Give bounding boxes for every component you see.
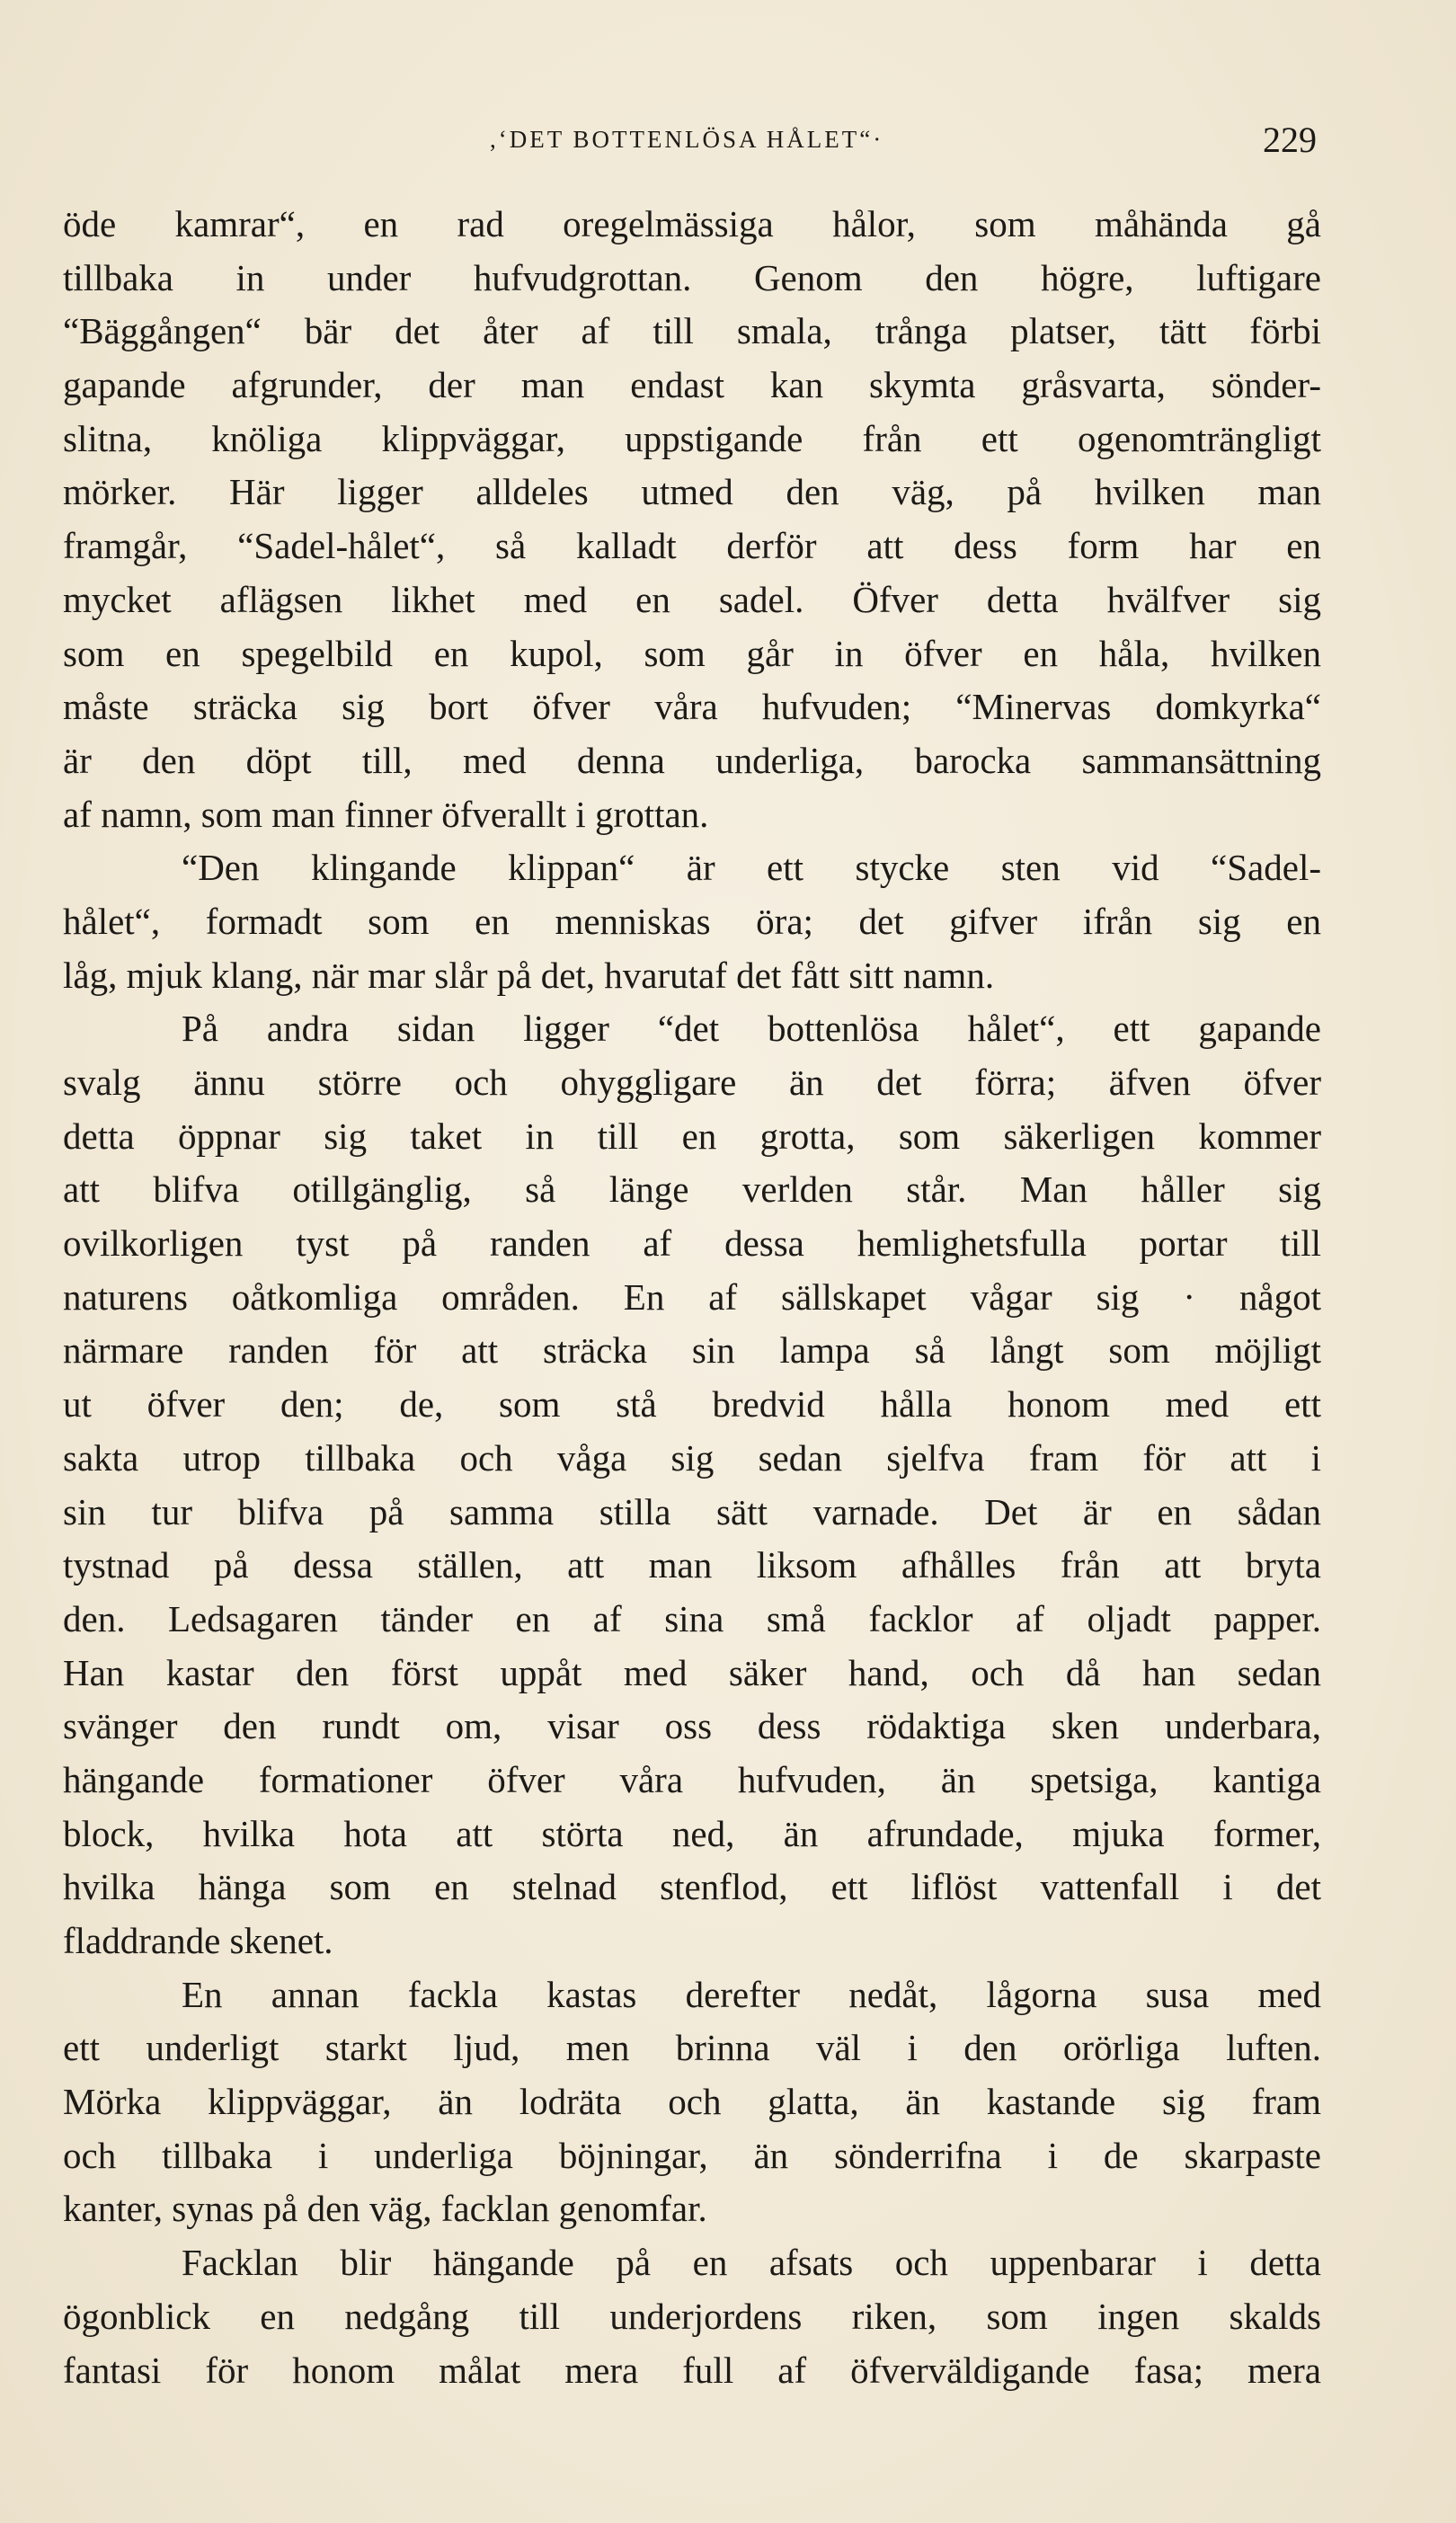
body-text xyxy=(63,198,1321,2397)
running-head xyxy=(0,119,1456,173)
text-line: ovilkorligen tyst på randen af dessa hemlighetsfulla portar till xyxy=(63,1222,1321,1265)
text-line: detta öppnar sig taket in till en grotta, som säkerligen kommer xyxy=(63,1115,1321,1157)
text-line: ett underligt starkt ljud, men brinna väl i den orörliga luften. xyxy=(63,2027,1321,2069)
text-line: ögonblick en nedgång till underjordens riken, som ingen skalds xyxy=(63,2295,1321,2337)
text-line: är den döpt till, med denna underliga, barocka sammansättning xyxy=(63,739,1321,781)
page-number: 229 xyxy=(1263,120,1317,160)
text-line: hvilka hänga som en stelnad stenflod, ett liflöst vattenfall i det xyxy=(63,1866,1321,1908)
text-line: som en spegelbild en kupol, som går in öfver en håla, hvilken xyxy=(63,632,1321,674)
text-line: den. Ledsagaren tänder en af sina små facklor af oljadt papper. xyxy=(63,1597,1321,1639)
text-line: På andra sidan ligger “det bottenlösa hålet“, ett gapande xyxy=(182,1008,1321,1050)
text-line: att blifva otillgänglig, så länge verlden står. Man håller sig xyxy=(63,1168,1321,1211)
text-line: sin tur blifva på samma stilla sätt varnade. Det är en sådan xyxy=(63,1490,1321,1532)
text-line: “Den klingande klippan“ är ett stycke sten vid “Sadel- xyxy=(182,847,1321,889)
text-line: tystnad på dessa ställen, att man liksom afhålles från att bryta xyxy=(63,1544,1321,1586)
text-line: fladdrande skenet. xyxy=(63,1920,333,1961)
text-line: närmare randen för att sträcka sin lampa så långt som möjligt xyxy=(63,1329,1321,1372)
text-line: svänger den rundt om, visar oss dess rödaktiga sken underbara, xyxy=(63,1705,1321,1747)
running-title: ,‘DET BOTTENLÖSA HÅLET“· xyxy=(490,126,884,153)
text-line: kanter, synas på den väg, facklan genomfar. xyxy=(63,2188,707,2230)
text-line: hängande formationer öfver våra hufvuden, än spetsiga, kantiga xyxy=(63,1758,1321,1800)
text-line: “Bäggången“ bär det åter af till smala, trånga platser, tätt förbi xyxy=(63,310,1321,352)
text-line: En annan fackla kastas derefter nedåt, lågorna susa med xyxy=(182,1973,1321,2015)
text-line: hålet“, formadt som en menniskas öra; det gifver ifrån sig en xyxy=(63,900,1321,942)
text-line: Mörka klippväggar, än lodräta och glatta, än kastande sig fram xyxy=(63,2081,1321,2123)
text-line: måste sträcka sig bort öfver våra hufvuden; “Minervas domkyrka“ xyxy=(63,686,1321,728)
text-line: låg, mjuk klang, när mar slår på det, hvarutaf det fått sitt namn. xyxy=(63,954,995,996)
text-line: Facklan blir hängande på en afsats och uppenbarar i detta xyxy=(182,2242,1321,2284)
text-line: Han kastar den först uppåt med säker hand, och då han sedan xyxy=(63,1651,1321,1693)
text-line: naturens oåtkomliga områden. En af sällskapet vågar sig · något xyxy=(63,1275,1321,1318)
text-line: öde kamrar“, en rad oregelmässiga hålor, som måhända gå xyxy=(63,203,1321,244)
text-line: och tillbaka i underliga böjningar, än sönderrifna i de skarpaste xyxy=(63,2134,1321,2176)
text-line: svalg ännu större och ohyggligare än det förra; äfven öfver xyxy=(63,1062,1321,1103)
text-line: mörker. Här ligger alldeles utmed den väg, på hvilken man xyxy=(63,471,1321,513)
text-line: sakta utrop tillbaka och våga sig sedan sjelfva fram för att i xyxy=(63,1436,1321,1479)
text-line: mycket aflägsen likhet med en sadel. Öfver detta hvälfver sig xyxy=(63,578,1321,620)
text-line: af namn, som man finner öfverallt i grottan. xyxy=(63,793,709,835)
text-line: fantasi för honom målat mera full af öfverväldigande fasa; mera xyxy=(63,2349,1321,2391)
text-line: ut öfver den; de, som stå bredvid hålla honom med ett xyxy=(63,1383,1321,1426)
text-line: block, hvilka hota att störta ned, än afrundade, mjuka former, xyxy=(63,1812,1321,1854)
text-line: slitna, knöliga klippväggar, uppstigande från ett ogenomträngligt xyxy=(63,417,1321,459)
text-line: gapande afgrunder, der man endast kan skymta gråsvarta, sönder- xyxy=(63,364,1321,406)
text-line: framgår, “Sadel-hålet“, så kalladt derför att dess form har en xyxy=(63,525,1321,567)
text-line: tillbaka in under hufvudgrottan. Genom den högre, luftigare xyxy=(63,256,1321,298)
